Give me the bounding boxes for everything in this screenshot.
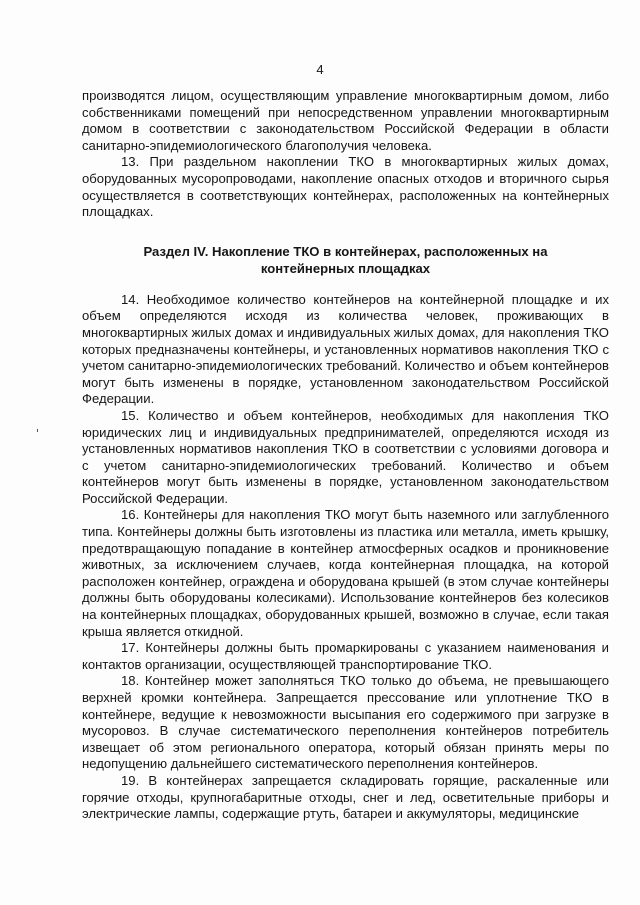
section-heading-line-2: контейнерных площадках bbox=[260, 260, 431, 276]
paragraph: 17. Контейнеры должны быть промаркированы с указанием наименования и контактов организации, осуществляющей транспортирование ТКО. bbox=[82, 640, 609, 672]
scan-margin-mark bbox=[37, 429, 38, 432]
paragraphs-after-section bbox=[82, 292, 609, 823]
paragraph: 19. В контейнерах запрещается складировать горящие, раскаленные или горячие отходы, крупногабаритные отходы, снег и лед, осветительные приборы и электрические лампы, содержащие ртуть, батареи и аккумуляторы, медицинские bbox=[82, 772, 609, 822]
paragraphs-before-section bbox=[82, 88, 609, 221]
paragraph: 14. Необходимое количество контейнеров на контейнерной площадке и их объем определяются исходя из количества человек, проживающих в многоквартирных жилых домах и индивидуальных жилых домах, для накопления ТКО которых предназначены контейнеры, и установленных нормативов накопления ТКО с учетом санитарно-эпидемиологических требований. Количество и объем контейнеров могут быть изменены в порядке, установленном законодательством Российской Федерации. bbox=[82, 291, 609, 407]
paragraph: производятся лицом, осуществляющим управление многоквартирным домом, либо собственниками помещений при непосредственном управлении многоквартирным домом в соответствии с законодательством Российской Федерации в области санитарно-эпидемиологического благополучия человека. bbox=[82, 88, 609, 153]
paragraph: 18. Контейнер может заполняться ТКО только до объема, не превышающего верхней кромки контейнера. Запрещается прессование или уплотнение ТКО в контейнере, ведущие к невозможности высыпания его содержимого при загрузке в мусоровоз. В случае систематического переполнения контейнеров потребитель извещает об этом регионального оператора, который обязан принять меры по недопущению дальнейшего систематического переполнения контейнеров. bbox=[82, 673, 609, 772]
paragraph: 16. Контейнеры для накопления ТКО могут быть наземного или заглубленного типа. Контейнеры должны быть изготовлены из пластика или металла, иметь крышку, предотвращающую попадание в контейнер атмосферных осадков и проникновение животных, за исключением случаев, когда контейнерная площадка, на которой расположен контейнер, ограждена и оборудована крышей (в этом случае контейнеры должны быть оборудованы колесиками). Использование контейнеров без колесиков на контейнерных площадках, оборудованных крышей, возможно в случае, если такая крыша является откидной. bbox=[82, 507, 609, 639]
section-heading bbox=[82, 243, 609, 277]
paragraph: 15. Количество и объем контейнеров, необходимых для накопления ТКО юридических лиц и индивидуальных предпринимателей, определяются исходя из установленных нормативов накопления ТКО в соответствии с условиями договора и с учетом санитарно-эпидемиологических требований. Количество и объем контейнеров могут быть изменены в порядке, установленном законодательством Российской Федерации. bbox=[82, 407, 609, 506]
paragraph: 13. При раздельном накоплении ТКО в многоквартирных жилых домах, оборудованных мусоропроводами, накопление опасных отходов и вторичного сырья осуществляется в соответствующих контейнерах, расположенных на контейнерных площадках. bbox=[82, 154, 609, 220]
section-heading-line-1: Раздел IV. Накопление ТКО в контейнерах, расположенных на bbox=[143, 243, 548, 259]
page-number: 4 bbox=[316, 62, 324, 77]
document-body bbox=[82, 88, 609, 823]
